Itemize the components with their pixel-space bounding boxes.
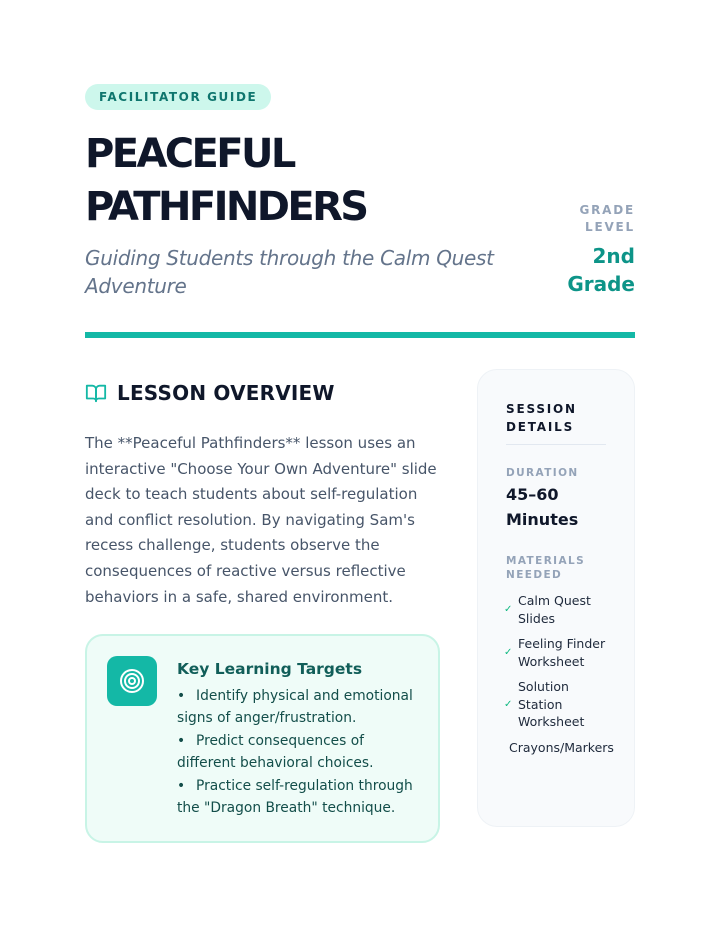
- material-item-text: [509, 739, 614, 757]
- materials-label-line-1: MATERIALS: [506, 555, 586, 567]
- duration-label: DURATION: [506, 467, 579, 479]
- material-item: [504, 635, 606, 670]
- material-text-line: Crayons/Markers: [509, 739, 614, 755]
- targets-title: Key Learning Targets: [177, 660, 363, 679]
- material-item: [504, 678, 606, 731]
- bullet-icon: •: [177, 778, 186, 795]
- grade-level-label: [567, 202, 635, 236]
- material-item-text: [518, 635, 605, 670]
- session-title-line-1: SESSION: [506, 402, 577, 416]
- material-text-line: Worksheet: [518, 714, 585, 729]
- materials-label: [506, 554, 606, 582]
- main-column: [85, 381, 440, 843]
- header: [85, 128, 635, 300]
- targets-list: [177, 686, 418, 819]
- grade-level: [567, 202, 635, 300]
- targets-body: [177, 656, 418, 821]
- session-details-card: [477, 369, 635, 827]
- page-subtitle-line-2: Adventure: [85, 274, 187, 298]
- title-block: [85, 128, 525, 300]
- page-subtitle-line-1: Guiding Students through the Calm Quest: [85, 246, 494, 270]
- session-details-title: [506, 400, 606, 445]
- material-item-text: [518, 592, 591, 627]
- material-item-text: [518, 678, 584, 731]
- duration-value-line-2: Minutes: [506, 510, 579, 529]
- target-item: [177, 776, 418, 819]
- page-title-line-2: PATHFINDERS: [85, 184, 367, 230]
- lesson-overview-heading: [85, 381, 440, 405]
- target-item: [177, 731, 418, 774]
- material-text-line: Worksheet: [518, 653, 585, 669]
- page-title-line-1: PEACEFUL: [85, 131, 294, 177]
- facilitator-guide-badge: FACILITATOR GUIDE: [85, 84, 271, 110]
- facilitator-guide-page: [85, 84, 635, 843]
- check-icon: ✓: [504, 603, 513, 615]
- bullseye-icon: [119, 668, 145, 694]
- materials-list: [504, 592, 614, 756]
- target-item-text: Practice self-regulation through the "Dragon Breath" technique.: [177, 778, 413, 816]
- material-item: [504, 592, 606, 627]
- check-icon: ✓: [504, 698, 513, 710]
- bullet-icon: •: [177, 733, 186, 750]
- material-text-line: Feeling Finder: [518, 636, 606, 651]
- target-icon: [107, 656, 157, 706]
- grade-label-line-1: GRADE: [579, 203, 635, 217]
- target-item-text: Predict consequences of different behavioral choices.: [177, 733, 374, 771]
- header-divider: [85, 332, 635, 338]
- target-item-text: Identify physical and emotional signs of anger/frustration.: [177, 688, 413, 726]
- material-text-line: Slides: [518, 610, 556, 626]
- overview-paragraph: The **Peaceful Pathfinders** lesson uses an interactive "Choose Your Own Adventure" slide deck to teach students about self-regulation and conflict resolution. By navigating Sam's recess challenge, students observe the consequences of reactive versus reflective behaviors in a safe, shared environment.: [85, 434, 437, 606]
- bullet-icon: •: [177, 688, 186, 705]
- book-open-icon: [85, 382, 107, 404]
- learning-targets-card: [85, 634, 440, 843]
- page-title: [85, 128, 525, 234]
- page-subtitle: [85, 244, 525, 300]
- duration-value-line-1: 45–60: [506, 485, 559, 504]
- material-text-line: Calm Quest: [518, 593, 591, 608]
- target-item: [177, 686, 418, 729]
- materials-label-line-2: NEEDED: [506, 569, 563, 581]
- material-item: [509, 739, 614, 757]
- session-title-line-2: DETAILS: [506, 420, 575, 434]
- check-icon: ✓: [504, 646, 513, 658]
- section-title: LESSON OVERVIEW: [117, 381, 335, 405]
- grade-value-line-2: Grade: [567, 272, 635, 296]
- material-text-line: Station: [518, 696, 563, 712]
- grade-label-line-2: LEVEL: [585, 220, 635, 234]
- material-text-line: Solution: [518, 679, 569, 694]
- content: [85, 381, 635, 843]
- grade-level-value: [567, 242, 635, 298]
- grade-value-line-1: 2nd: [592, 244, 635, 268]
- duration-value: [506, 482, 606, 532]
